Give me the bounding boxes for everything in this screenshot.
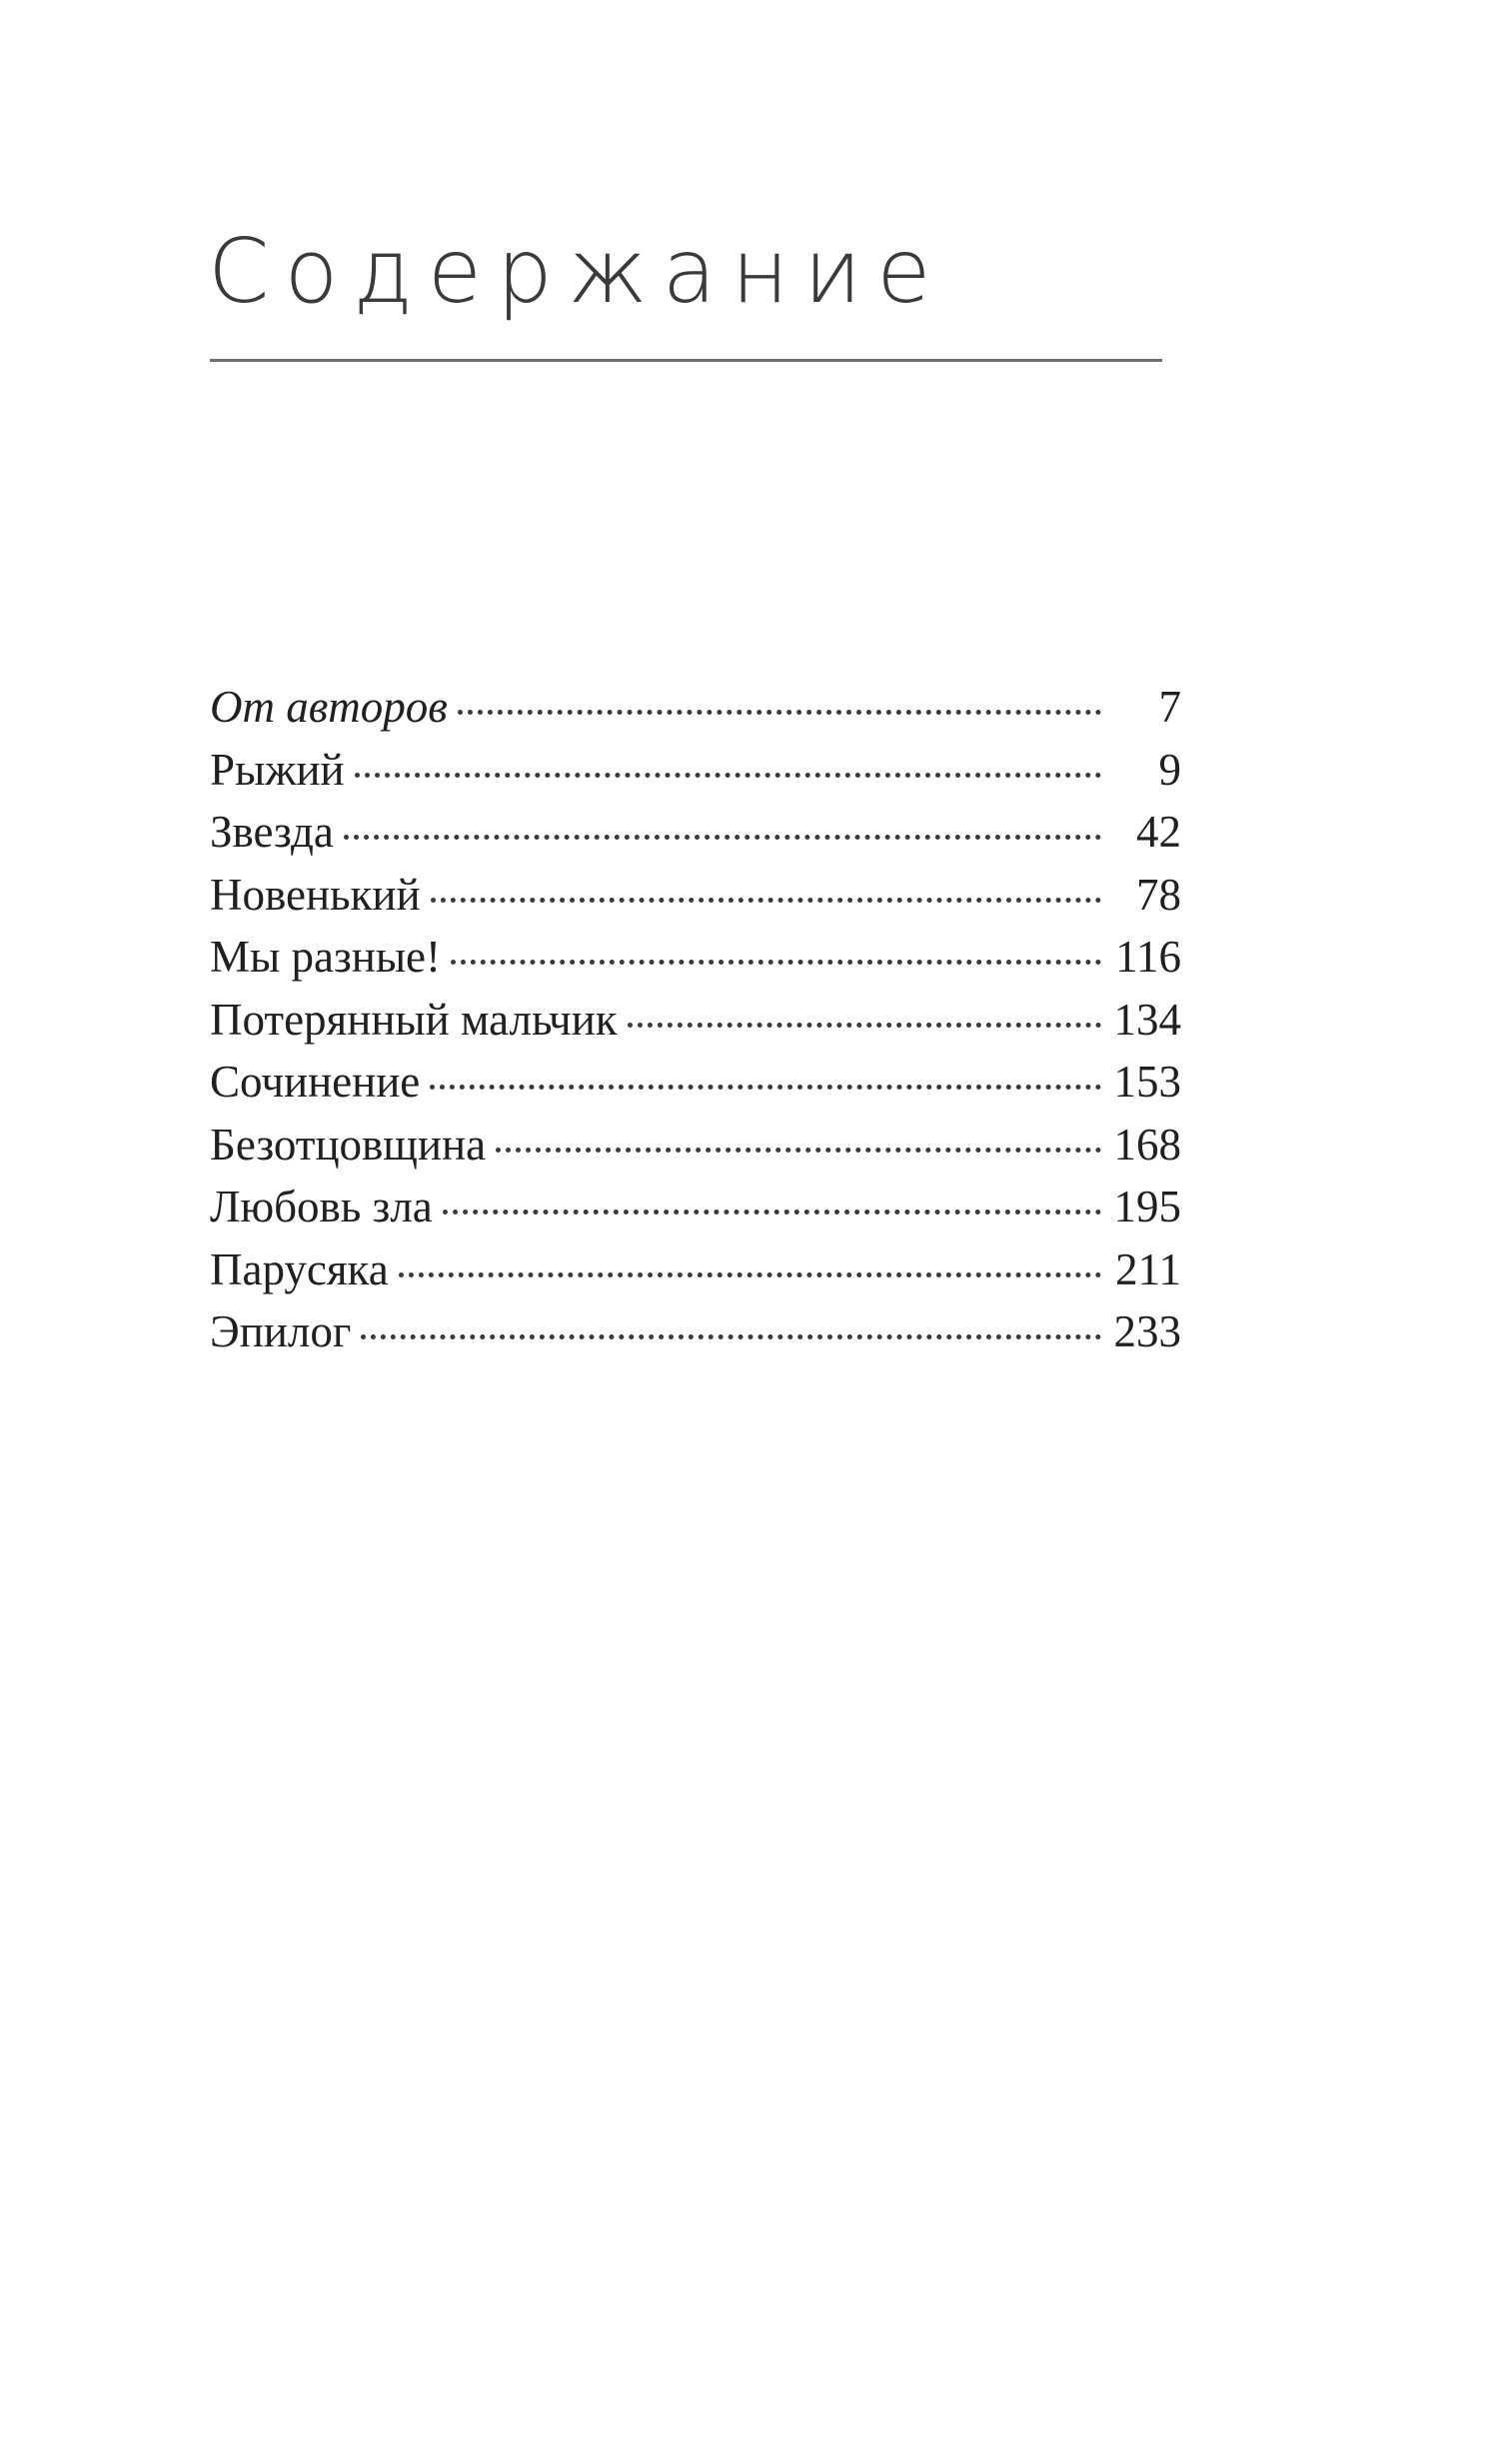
toc-entry-title: Новенький [210, 869, 421, 920]
toc-entry-title: Парусяка [210, 1243, 389, 1294]
toc-entry-title: Любовь зла [210, 1182, 433, 1232]
toc-entry-page: 195 [1113, 1182, 1181, 1232]
dot-leader [399, 1272, 1101, 1277]
dot-leader [628, 1023, 1101, 1028]
toc-entry [210, 1114, 1181, 1177]
toc-entry-page: 7 [1158, 682, 1181, 732]
toc-entry-title: Потерянный мальчик [210, 994, 618, 1045]
toc-entry-page: 153 [1113, 1057, 1181, 1107]
toc-entry [210, 739, 1181, 802]
dot-leader [451, 960, 1101, 965]
toc-entry-page: 168 [1113, 1119, 1181, 1170]
toc-entry-title: Звезда [210, 807, 334, 857]
toc-entry [210, 801, 1181, 864]
title-divider [210, 359, 1162, 362]
toc-entry-title: От авторов [210, 682, 448, 732]
toc-entry [210, 1051, 1181, 1114]
dot-leader [431, 898, 1101, 903]
table-of-contents [210, 676, 1181, 1363]
toc-entry-page: 78 [1136, 869, 1181, 920]
toc-entry-page: 134 [1113, 994, 1181, 1045]
toc-entry-page: 233 [1113, 1306, 1181, 1356]
dot-leader [496, 1148, 1101, 1153]
toc-entry [210, 1176, 1181, 1238]
toc-entry-title: Безотцовщина [210, 1119, 487, 1170]
toc-entry-page: 42 [1136, 807, 1181, 857]
toc-entry-page: 211 [1115, 1243, 1181, 1294]
dot-leader [355, 773, 1101, 778]
toc-entry-title: Сочинение [210, 1057, 421, 1107]
toc-entry [210, 1238, 1181, 1301]
toc-entry-page: 9 [1158, 744, 1181, 795]
toc-entry [210, 676, 1181, 739]
dot-leader [458, 710, 1101, 715]
toc-entry-title: Эпилог [210, 1306, 352, 1356]
toc-entry [210, 926, 1181, 989]
toc-entry-title: Мы разные! [210, 932, 442, 982]
toc-entry-title: Рыжий [210, 744, 345, 795]
dot-leader [361, 1334, 1101, 1339]
toc-entry [210, 989, 1181, 1052]
toc-entry [210, 864, 1181, 927]
dot-leader [443, 1210, 1101, 1215]
toc-entry [210, 1300, 1181, 1363]
page-title: Содержание [208, 220, 946, 323]
toc-entry-page: 116 [1115, 932, 1181, 982]
dot-leader [344, 835, 1101, 840]
dot-leader [430, 1085, 1101, 1090]
